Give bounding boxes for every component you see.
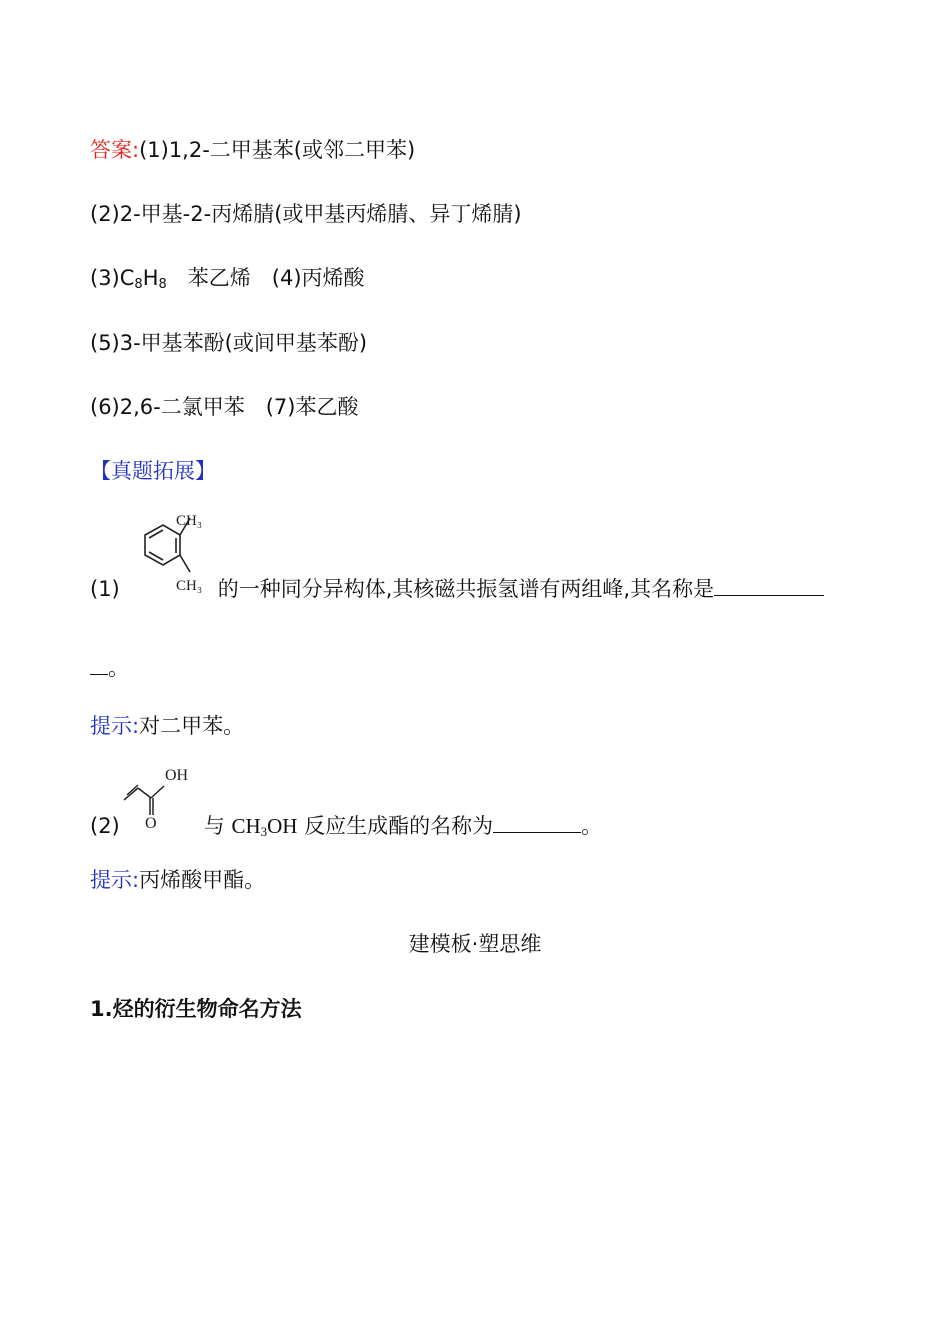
answer-text-5: (6)2,6-二氯甲苯 (7)苯乙酸 bbox=[90, 395, 359, 419]
answer-line-3 bbox=[90, 264, 365, 299]
answer-blank-1-cont bbox=[90, 652, 108, 675]
answer-text-3c: 苯乙烯 (4)丙烯酸 bbox=[166, 266, 365, 290]
extension-heading: 【真题拓展】 bbox=[90, 459, 216, 483]
answer-text-2: (2)2-甲基-2-丙烯腈(或甲基丙烯腈、异丁烯腈) bbox=[90, 202, 522, 226]
question-1-period: 。 bbox=[108, 656, 129, 680]
answer-sub-c: 8 bbox=[134, 277, 143, 292]
hint-2-label: 提示: bbox=[90, 868, 140, 892]
question-1-line bbox=[90, 573, 824, 603]
answer-text-3b: H bbox=[142, 266, 159, 290]
ch3oh-b: OH bbox=[267, 814, 298, 838]
answer-text-4: (5)3-甲基苯酚(或间甲基苯酚) bbox=[90, 331, 368, 355]
question-2-num: (2) bbox=[90, 814, 120, 838]
question-1-text: 的一种同分异构体,其核磁共振氢谱有两组峰,其名称是 bbox=[217, 577, 715, 601]
answer-sub-h: 8 bbox=[158, 277, 167, 292]
question-1-num: (1) bbox=[90, 577, 120, 601]
subsection-title: 1.烃的衍生物命名方法 bbox=[90, 997, 302, 1021]
hint-1-text: 对二甲苯。 bbox=[139, 714, 245, 738]
ch3-bottom-label: CH₃ bbox=[176, 578, 203, 594]
answer-line-2 bbox=[90, 200, 522, 228]
answer-line-4 bbox=[90, 329, 367, 357]
hint-2 bbox=[90, 866, 265, 894]
answer-text-1: (1)1,2-二甲基苯(或邻二甲苯) bbox=[139, 138, 416, 162]
answer-text-3a: (3)C bbox=[90, 266, 135, 290]
section-title: 建模板·塑思维 bbox=[408, 932, 542, 956]
o-label: O bbox=[145, 815, 157, 832]
answer-line-1 bbox=[90, 136, 415, 164]
question-2-text-a: 与 bbox=[203, 814, 232, 838]
oh-label: OH bbox=[165, 767, 189, 784]
hint-2-text: 丙烯酸甲酯。 bbox=[139, 868, 266, 892]
hint-1-label: 提示: bbox=[90, 714, 140, 738]
answer-blank-1 bbox=[714, 573, 824, 596]
hint-1 bbox=[90, 712, 244, 740]
ch3oh-a: CH bbox=[231, 814, 261, 838]
ch3-top-label: CH₃ bbox=[176, 513, 203, 529]
ch3oh-sub: 3 bbox=[260, 824, 268, 839]
answer-line-5 bbox=[90, 393, 358, 421]
question-2-period: 。 bbox=[581, 814, 603, 838]
answer-blank-2 bbox=[493, 810, 581, 833]
question-1-end bbox=[90, 652, 129, 682]
answer-label: 答案: bbox=[90, 138, 140, 162]
question-2-text-b: 反应生成酯的名称为 bbox=[297, 814, 494, 838]
question-2-line bbox=[90, 810, 602, 846]
